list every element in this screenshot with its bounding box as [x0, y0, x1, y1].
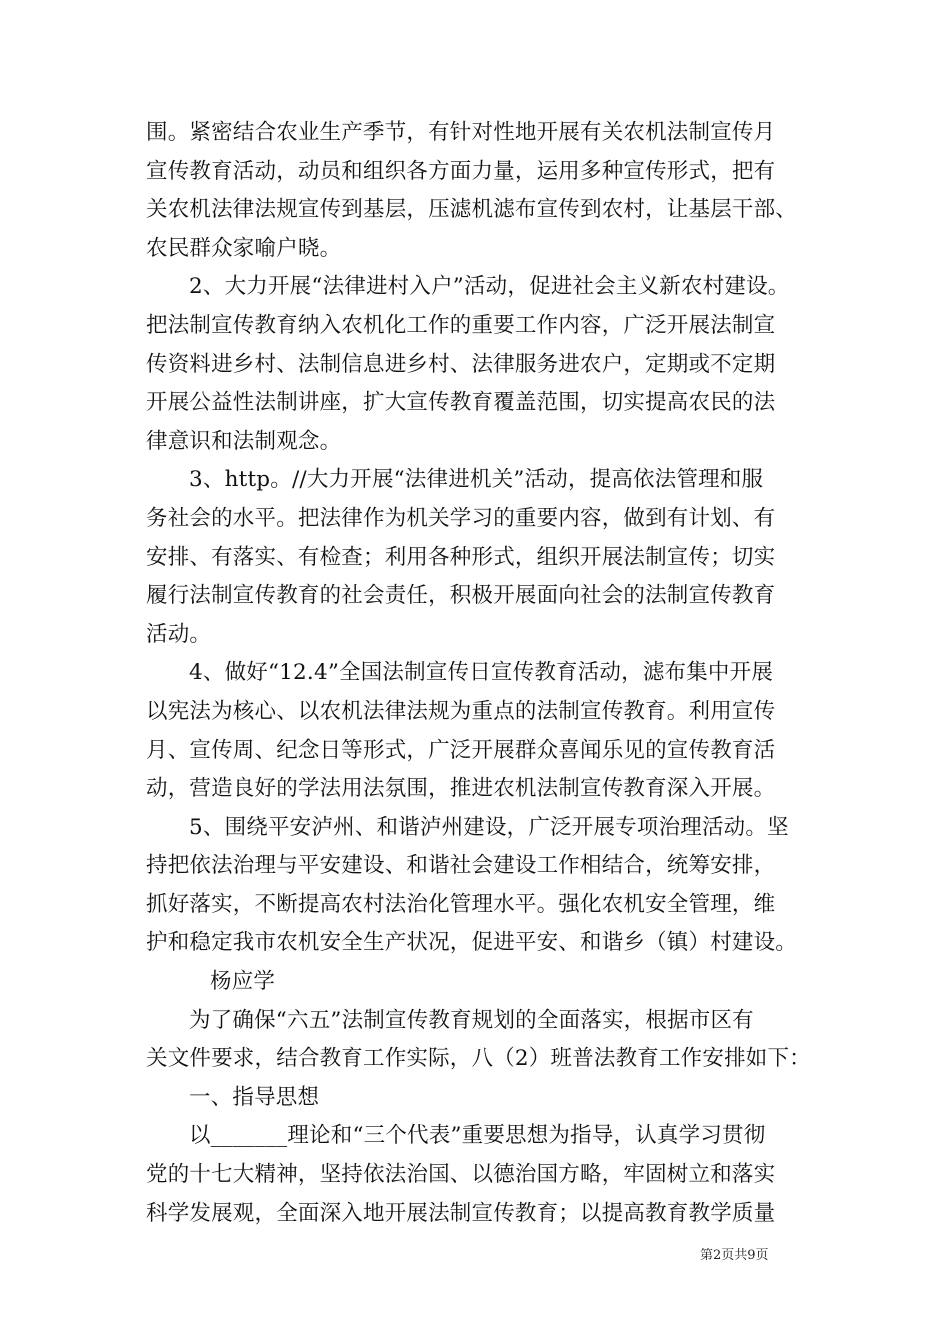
text-line: 动，营造良好的学法用法氛围，推进农机法制宣传教育深入开展。: [146, 776, 776, 802]
text-line: 党的十七大精神，坚持依法治国、以德治国方略，牢固树立和落实: [146, 1162, 776, 1188]
text-line: 传资料进乡村、法制信息进乡村、法律服务进农户，定期或不定期: [146, 351, 776, 377]
text-line: 科学发展观，全面深入地开展法制宣传教育；以提高教育教学质量: [146, 1200, 776, 1226]
text-line: 开展公益性法制讲座，扩大宣传教育覆盖范围，切实提高农民的法: [146, 390, 776, 416]
text-line: 4、做好“12.4”全国法制宣传日宣传教育活动，滤布集中开展: [189, 660, 774, 686]
page-number: 第2页共9页: [700, 1248, 769, 1263]
text-line: 持把依法治理与平安建设、和谐社会建设工作相结合，统筹安排，: [146, 853, 776, 879]
text-line: 履行法制宣传教育的社会责任，积极开展面向社会的法制宣传教育: [146, 583, 776, 609]
text-line: 围。紧密结合农业生产季节，有针对性地开展有关农机法制宣传月: [146, 120, 776, 145]
text-line: 律意识和法制观念。: [146, 428, 342, 454]
text-line: 5、围绕平安泸州、和谐泸州建设，广泛开展专项治理活动。坚: [189, 814, 789, 840]
document-body: [146, 114, 812, 1233]
text-line: 以宪法为核心、以农机法律法规为重点的法制宣传教育。利用宣传: [146, 698, 776, 724]
text-line: 把法制宣传教育纳入农机化工作的重要工作内容，广泛开展法制宣: [146, 312, 776, 338]
text-line: 活动。: [146, 621, 212, 647]
text-line: 一、指导思想: [189, 1084, 320, 1110]
text-line: 为了确保“六五”法制宣传教育规划的全面落实，根据市区有: [189, 1007, 754, 1033]
text-line: 安排、有落实、有检查；利用各种形式，组织开展法制宣传；切实: [146, 544, 776, 570]
text-line: 月、宣传周、纪念日等形式，广泛开展群众喜闻乐见的宣传教育活: [146, 737, 776, 763]
text-line: 抓好落实，不断提高农村法治化管理水平。强化农机安全管理，维: [146, 891, 776, 917]
text-line: 农民群众家喻户晓。: [146, 235, 342, 261]
text-line: 杨应学: [210, 969, 276, 995]
text-line: 以_______理论和“三个代表”重要思想为指导，认真学习贯彻: [189, 1123, 766, 1149]
text-line: 宣传教育活动，动员和组织各方面力量，运用多种宣传形式，把有: [146, 158, 776, 184]
text-line: 关文件要求，结合教育工作实际，八（2）班普法教育工作安排如下：: [146, 1046, 811, 1072]
text-line: 务社会的水平。把法律作为机关学习的重要内容，做到有计划、有: [146, 505, 776, 531]
text-line: 2、大力开展“法律进村入户”活动，促进社会主义新农村建设。: [189, 274, 790, 300]
text-line: 3、http。//大力开展“法律进机关”活动，提高依法管理和服: [189, 467, 764, 493]
text-line: 关农机法律法规宣传到基层，压滤机滤布宣传到农村，让基层干部、: [146, 197, 798, 223]
text-line: 护和稳定我市农机安全生产状况，促进平安、和谐乡（镇）村建设。: [146, 930, 798, 956]
